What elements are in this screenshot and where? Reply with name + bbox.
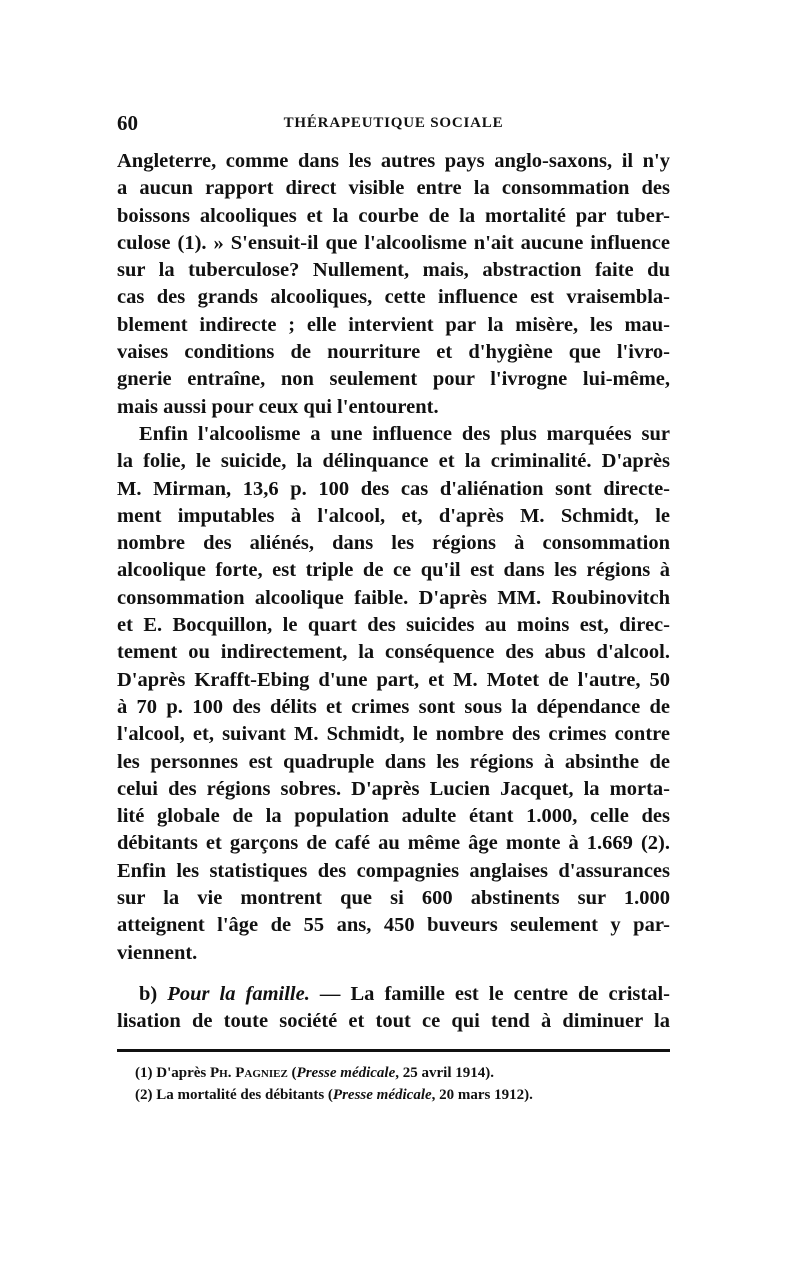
footnote-rule [117,1049,670,1052]
text-line: la folie, le suicide, la délinquance et la criminalité. D'après [117,450,670,473]
footnote-prefix: D'après [156,1065,207,1081]
text-line: gnerie entraîne, non seulement pour l'ivrogne lui-même, [117,368,670,391]
section-text: La famille est le centre de cristal- [350,982,671,1005]
section-b-heading-line [117,981,670,1008]
footnote-prefix: La mortalité des débitants [156,1087,325,1103]
running-title: THÉRAPEUTIQUE SOCIALE [283,115,504,131]
footnote-mark: (1) [135,1065,153,1081]
text-line: D'après Krafft-Ebing d'une part, et M. Motet de l'autre, 50 [117,668,670,691]
running-head [117,110,670,136]
text-line: sur la tuberculose? Nullement, mais, abstraction faite du [117,259,670,282]
text-line: cas des grands alcooliques, cette influence est vraisembla- [117,286,670,309]
section-marker: b) [139,982,158,1005]
text-line: et E. Bocquillon, le quart des suicides au moins est, direc- [117,614,670,637]
text-line: lisation de toute société et tout ce qui tend à diminuer la [117,1010,670,1033]
text-line: a aucun rapport direct visible entre la consommation des [117,177,670,200]
text-line: Enfin les statistiques des compagnies anglaises d'assurances [117,859,670,882]
paragraph-start-line: Enfin l'alcoolisme a une influence des plus marquées sur [139,422,670,445]
text-line: consommation alcoolique faible. D'après MM. Roubinovitch [117,586,670,609]
footnote-mark: (2) [135,1087,153,1103]
text-line: à 70 p. 100 des délits et crimes sont sous la dépendance de [117,695,670,718]
footnote-2: (2) La mortalité des débitants (Presse médicale, 20 mars 1912). [135,1087,533,1103]
text-line: mais aussi pour ceux qui l'entourent. [117,395,439,418]
footnote-date: 20 mars 1912). [439,1087,533,1103]
text-line: débitants et garçons de café au même âge monte à 1.669 (2). [117,832,670,855]
text-line: blement indirecte ; elle intervient par la misère, les mau- [117,313,670,336]
text-line: Angleterre, comme dans les autres pays anglo-saxons, il n'y [117,150,670,172]
text-line: boissons alcooliques et la courbe de la mortalité par tuber- [117,204,670,227]
footnote-author: Ph. Pagniez [210,1065,288,1081]
body-text [117,148,670,1036]
footnote-source: Presse médicale [296,1065,396,1081]
footnotes [135,1062,670,1106]
text-line: atteignent l'âge de 55 ans, 450 buveurs seulement y par- [117,914,670,937]
section-title: Pour la famille. [167,982,310,1005]
text-line: lité globale de la population adulte étant 1.000, celle des [117,805,670,828]
page-number: 60 [117,111,138,135]
text-line: sur la vie montrent que si 600 abstinents sur 1.000 [117,887,670,910]
text-line: vaises conditions de nourriture et d'hygiène que l'ivro- [117,341,670,364]
text-line: viennent. [117,941,198,964]
text-line: l'alcool, et, suivant M. Schmidt, le nombre des crimes contre [117,723,670,746]
text-line: M. Mirman, 13,6 p. 100 des cas d'aliénation sont directe- [117,477,670,500]
text-line: tement ou indirectement, la conséquence des abus d'alcool. [117,641,670,664]
footnote-source: Presse médicale [332,1087,432,1103]
text-line: nombre des aliénés, dans les régions à consommation [117,532,670,555]
text-line: les personnes est quadruple dans les régions à absinthe de [117,750,670,773]
text-line: ment imputables à l'alcool, et, d'après M. Schmidt, le [117,504,670,527]
footnote-date: 25 avril 1914). [402,1065,494,1081]
text-line: alcoolique forte, est triple de ce qu'il est dans les régions à [117,559,670,582]
em-dash: — [319,982,341,1005]
footnote-1: (1) D'après Ph. Pagniez (Presse médicale, 25 avril 1914). [135,1065,494,1081]
text-line: celui des régions sobres. D'après Lucien Jacquet, la morta- [117,777,670,800]
text-line: culose (1). » S'ensuit-il que l'alcoolisme n'ait aucune influence [117,231,670,254]
